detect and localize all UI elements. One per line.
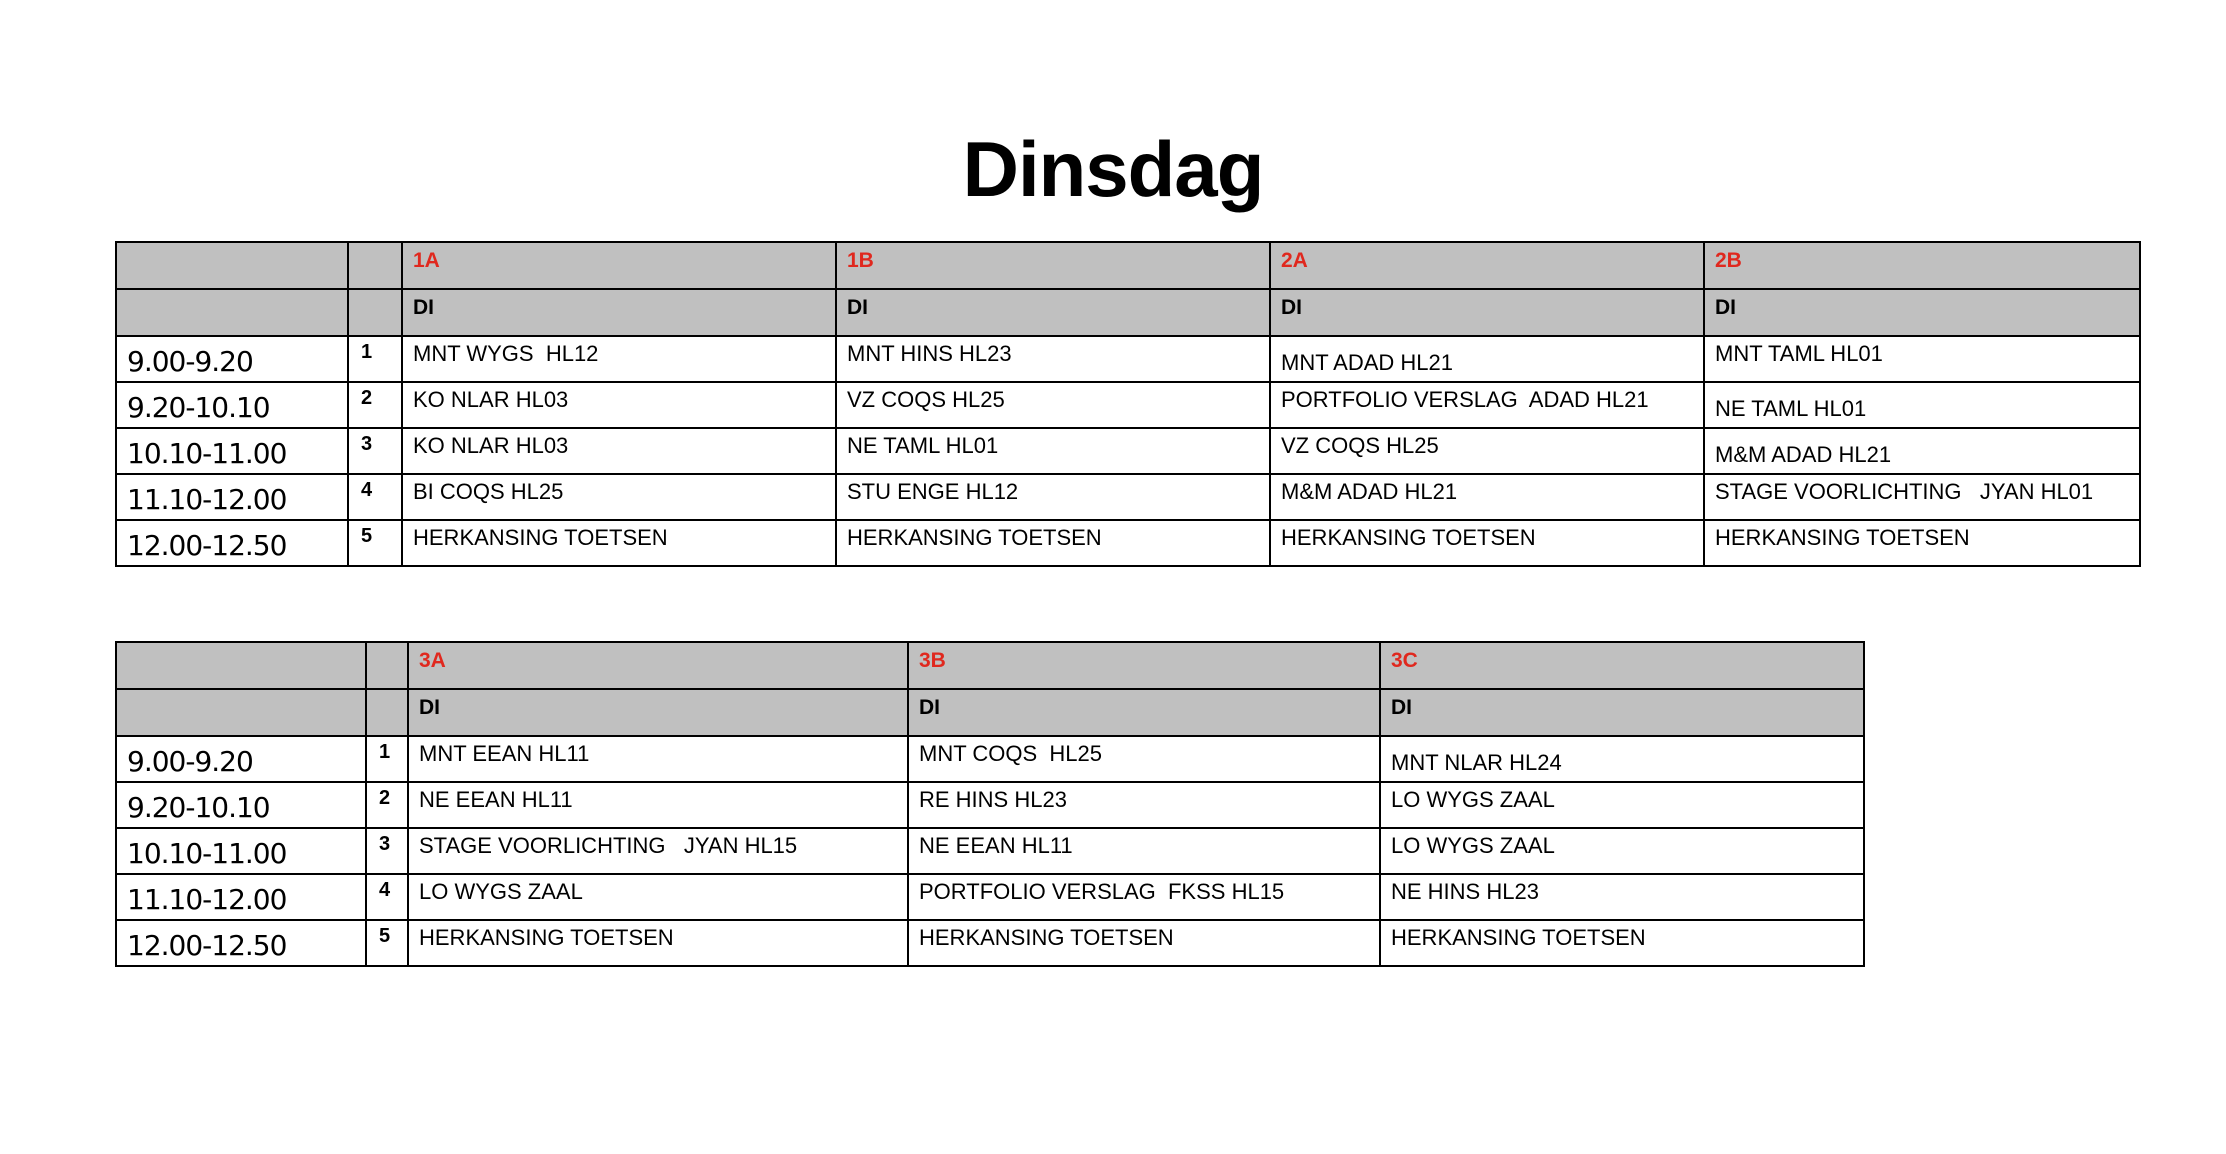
header-empty-cell	[348, 242, 402, 289]
class-header-cell	[1270, 242, 1704, 289]
period-number: 1	[361, 341, 373, 363]
lesson-cell: MNT HINS HL23	[847, 341, 1012, 366]
class-label: 2A	[1281, 249, 1308, 272]
day-label: DI	[1715, 296, 1736, 319]
class-label: 1B	[847, 249, 874, 272]
day-header-cell	[908, 689, 1380, 736]
time-slot: 9.20-10.10	[127, 391, 270, 424]
class-header-cell	[402, 242, 836, 289]
header-empty-cell	[366, 642, 408, 689]
day-label: DI	[413, 296, 434, 319]
class-label: 2B	[1715, 249, 1742, 272]
lesson-cell: HERKANSING TOETSEN	[1391, 925, 1646, 950]
lesson-cell: NE TAML HL01	[847, 433, 999, 458]
lesson-cell: HERKANSING TOETSEN	[419, 925, 674, 950]
page-title: Dinsdag	[962, 125, 1264, 213]
lesson-cell: NE HINS HL23	[1391, 879, 1539, 904]
day-header-row	[116, 289, 2140, 336]
day-header-cell	[408, 689, 908, 736]
day-label: DI	[1391, 696, 1412, 719]
class-header-cell	[1380, 642, 1864, 689]
class-header-cell	[1704, 242, 2140, 289]
period-number: 2	[379, 787, 391, 809]
lesson-cell: LO WYGS ZAAL	[419, 879, 583, 904]
period-number: 5	[379, 925, 391, 947]
lesson-cell: STAGE VOORLICHTING JYAN HL01	[1715, 479, 2094, 504]
lesson-cell: RE HINS HL23	[919, 787, 1067, 812]
header-empty-cell	[366, 689, 408, 736]
header-empty-cell	[116, 642, 366, 689]
lesson-cell: HERKANSING TOETSEN	[919, 925, 1174, 950]
table-row	[116, 336, 2140, 382]
lesson-cell: PORTFOLIO VERSLAG FKSS HL15	[919, 879, 1285, 904]
time-slot: 9.00-9.20	[127, 345, 253, 378]
lesson-cell: KO NLAR HL03	[413, 387, 569, 412]
table-row	[116, 874, 1864, 920]
lesson-cell: MNT NLAR HL24	[1391, 750, 1562, 775]
lesson-cell: MNT WYGS HL12	[413, 341, 599, 366]
lesson-cell: NE EEAN HL11	[919, 833, 1073, 858]
period-number: 4	[379, 879, 391, 901]
class-label: 3B	[919, 649, 946, 672]
table-row	[116, 828, 1864, 874]
table-row	[116, 920, 1864, 966]
lesson-cell: MNT COQS HL25	[919, 741, 1102, 766]
lesson-cell: LO WYGS ZAAL	[1391, 787, 1555, 812]
lesson-cell: M&M ADAD HL21	[1715, 442, 1892, 467]
class-header-cell	[836, 242, 1270, 289]
day-header-cell	[1704, 289, 2140, 336]
time-slot: 11.10-12.00	[127, 883, 287, 916]
day-header-cell	[836, 289, 1270, 336]
class-header-row	[116, 642, 1864, 689]
lesson-cell: NE EEAN HL11	[419, 787, 573, 812]
time-slot: 10.10-11.00	[127, 837, 287, 870]
lesson-cell: KO NLAR HL03	[413, 433, 569, 458]
time-slot: 10.10-11.00	[127, 437, 287, 470]
lesson-cell: HERKANSING TOETSEN	[1715, 525, 1970, 550]
table-row	[116, 520, 2140, 566]
class-label: 3A	[419, 649, 446, 672]
lesson-cell: M&M ADAD HL21	[1281, 479, 1458, 504]
lesson-cell: MNT TAML HL01	[1715, 341, 1883, 366]
lesson-cell: HERKANSING TOETSEN	[413, 525, 668, 550]
header-empty-cell	[116, 289, 348, 336]
header-empty-cell	[116, 689, 366, 736]
time-slot: 12.00-12.50	[127, 529, 287, 562]
period-number: 3	[361, 433, 373, 455]
class-label: 3C	[1391, 649, 1418, 672]
lesson-cell: VZ COQS HL25	[847, 387, 1005, 412]
lesson-cell: MNT ADAD HL21	[1281, 350, 1453, 375]
class-header-cell	[408, 642, 908, 689]
day-label: DI	[1281, 296, 1302, 319]
period-number: 5	[361, 525, 373, 547]
lesson-cell: MNT EEAN HL11	[419, 741, 590, 766]
time-slot: 12.00-12.50	[127, 929, 287, 962]
period-number: 2	[361, 387, 373, 409]
lesson-cell: HERKANSING TOETSEN	[847, 525, 1102, 550]
lesson-cell: NE TAML HL01	[1715, 396, 1867, 421]
class-label: 1A	[413, 249, 440, 272]
day-header-cell	[1270, 289, 1704, 336]
header-empty-cell	[116, 242, 348, 289]
day-label: DI	[847, 296, 868, 319]
header-empty-cell	[348, 289, 402, 336]
time-slot: 9.00-9.20	[127, 745, 253, 778]
schedule-table-2	[115, 641, 1865, 967]
lesson-cell: HERKANSING TOETSEN	[1281, 525, 1536, 550]
lesson-cell: BI COQS HL25	[413, 479, 564, 504]
class-header-cell	[908, 642, 1380, 689]
day-label: DI	[419, 696, 440, 719]
lesson-cell: PORTFOLIO VERSLAG ADAD HL21	[1281, 387, 1649, 412]
table-row	[116, 474, 2140, 520]
day-header-cell	[1380, 689, 1864, 736]
class-header-row	[116, 242, 2140, 289]
table-row	[116, 736, 1864, 782]
period-number: 3	[379, 833, 391, 855]
lesson-cell: VZ COQS HL25	[1281, 433, 1439, 458]
day-header-row	[116, 689, 1864, 736]
table-row	[116, 782, 1864, 828]
period-number: 4	[361, 479, 373, 501]
lesson-cell: LO WYGS ZAAL	[1391, 833, 1555, 858]
lesson-cell: STU ENGE HL12	[847, 479, 1019, 504]
lesson-cell: STAGE VOORLICHTING JYAN HL15	[419, 833, 798, 858]
day-label: DI	[919, 696, 940, 719]
day-header-cell	[402, 289, 836, 336]
table-row	[116, 428, 2140, 474]
schedule-table-1	[115, 241, 2141, 567]
table-row	[116, 382, 2140, 428]
period-number: 1	[379, 741, 391, 763]
time-slot: 9.20-10.10	[127, 791, 270, 824]
time-slot: 11.10-12.00	[127, 483, 287, 516]
